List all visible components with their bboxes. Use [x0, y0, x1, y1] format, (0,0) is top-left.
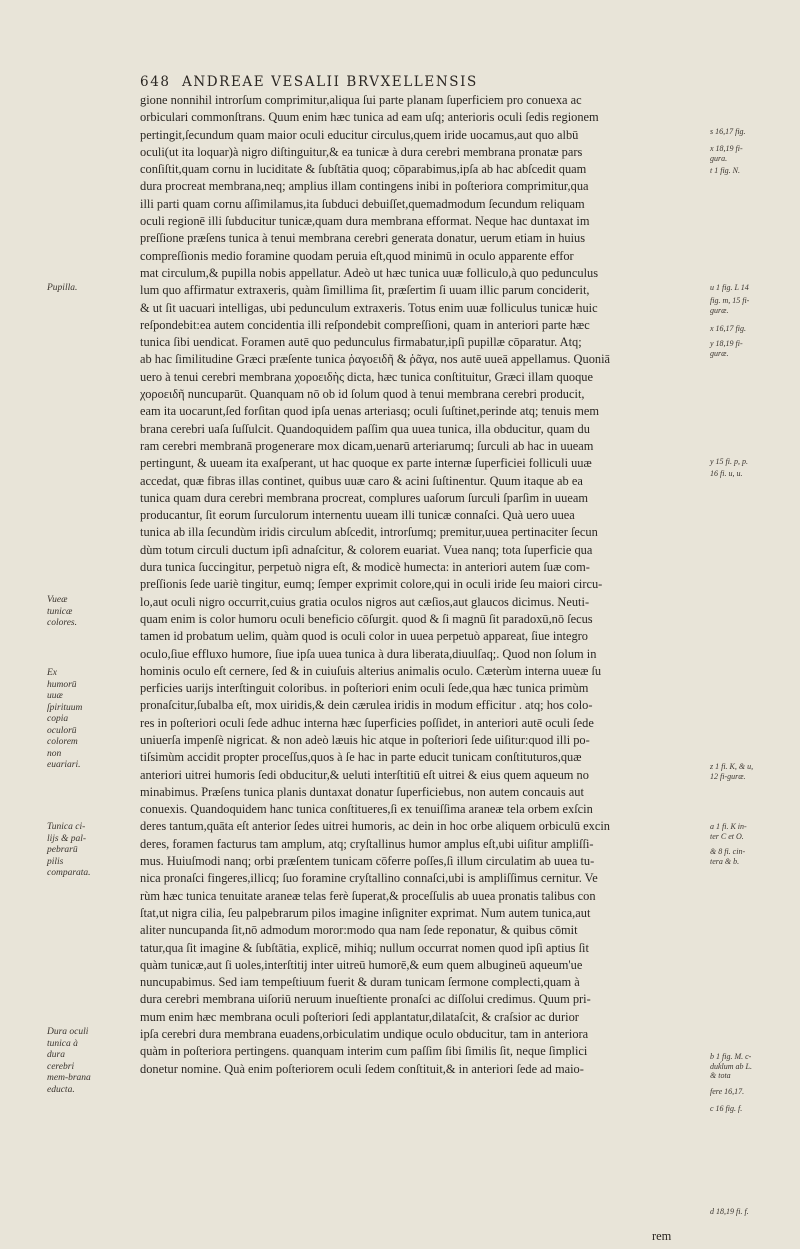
text-line: lo,aut oculi nigro occurrit,cuius gratia oculos nigros aut cæſios,aut glaucos dicimus. Neuti- [140, 594, 590, 609]
text-line: tunica quam dura cerebri membrana procreat, complures uaſorum ſurculi ſparſim in uueam [140, 490, 588, 505]
text-line: quàm in poſteriora pertingens. quanquam interim cum paſſim ſibi ſimilis ſit, neque ſimplici [140, 1044, 588, 1059]
text-line: ram cerebri membranā progenerare mox dicam,uenarū arteriarumq; ſurculi ab hac in uueam [140, 438, 594, 453]
text-line: oculi(ut ita loquar)à nigro diſtinguitur,& ea tunicæ à dura cerebri membrana pronatæ pars [140, 144, 583, 159]
text-line: tiſsimùm accidit propter proceſſus,quos à ſe hac in parte educit tunicam conſtituturos,quæ [140, 750, 582, 765]
margin-note-right: b 1 fig. M. c-duḱlum ab L. & tota [710, 1052, 752, 1081]
text-line: gione nonnihil introrſum comprimitur,aliqua ſui parte planam ſuperficiem pro conuexa ac [140, 93, 582, 107]
text-line: illi parti quam cornu aſſimilamus,ita ſubduci debuiſſet,quemadmodum ſecundum reliquam [140, 196, 585, 211]
margin-note-left: Ex humorū uuæ ſpirituum copia oculorū colorem non euariari. [47, 668, 83, 770]
text-line: reſpondebit:ea autem concidentia illi reſpondebit compreſſioni, quam in anteriori parte hæc [140, 317, 590, 332]
text-line: producantur, ſit eorum ſurculorum internentu uueam illi tunicæ connaſci. Quà uero uuea [140, 508, 575, 523]
running-title: ANDREAE VESALII BRVXELLENSIS [182, 74, 478, 90]
text-line: res in poſteriori oculi ſede adhuc interna hæc ſuperficies poſſidet, in anteriori autē oculi ſede [140, 715, 594, 730]
margin-note-right: 16 fi. u, u. [710, 469, 743, 478]
text-line: perficies uarijs interſtinguit coloribus. in poſteriori enim oculi ſede,qua hæc tunica primùm [140, 681, 589, 696]
margin-note-right: y 18,19 fi-guræ. [710, 339, 743, 358]
text-line: rùm hæc tunica tenuitate araneæ telas ferè ſuperat,& proceſſulis ab uuea pronatis talibus con [140, 888, 596, 903]
text-line: tatur,qua ſit imagine & ſubſtātia, explicē, mihiq; nullum occurrat nomen quod ipſi aptius ſit [140, 940, 589, 955]
text-line: minabimus. Præſens tunica planis duntaxat donatur ſuperficiebus, non autem concauis aut [140, 784, 584, 799]
margin-note-left: Pupilla. [47, 283, 78, 293]
margin-note-right: fig. m, 15 fi-guræ. [710, 296, 750, 315]
margin-note-right: y 15 fi. p, p. [710, 457, 748, 466]
text-line: accedat, quæ fibras illas continet, quibus uuæ caro & acini ſuſtinentur. Quum itaque ab ea [140, 473, 583, 488]
text-line: quàm tunicæ,aut ſi uoles,interſtitij inter uitreū humorē,& eum quem albugineū aqueum'ue [140, 957, 583, 972]
text-line: compreſſionis medio foramine quodam peruia eſt,quod minimū in oculo apparente effor [140, 248, 574, 263]
margin-note-left: Dura oculi tunica à dura cerebri mem-brana educta. [47, 1027, 91, 1095]
text-line: uero à tenui cerebri membrana χοροειδὴς dicta, hæc tunica conſtituitur, Græci illam quoque [140, 369, 594, 384]
text-line: conſiſtit,quam cornu in luciditate & ſubſtātia quoq; cōparabimus,ipſa ab hac abſcedit quam [140, 162, 587, 177]
margin-note-left: Tunica ci-lijs & pal-pebrarū pilis comparata. [47, 822, 91, 878]
catchword: rem [652, 1229, 672, 1243]
text-line: tunica ſibi uendicat. Foramen autē quo pedunculus firmabatur,ipſi pupillæ cōparatur. Atq; [140, 335, 582, 350]
margin-note-right: & 8 fi. cin-tera & b. [710, 847, 746, 866]
margin-note-right: s 16,17 fig. [710, 127, 746, 136]
text-line: nuncupabimus. Sed iam tempeſtiuum fuerit & duram tunicam ſermone complecti,quam à [140, 975, 580, 990]
text-line: oculo,ſiue effluxo humore, ſiue ipſa uuea tunica à dura liberata,diuulſaq;. Quod non ſolum in [140, 646, 597, 661]
text-line: deres, foramen facturus tam amplum, atq; cryſtallinus humor amplus eſt,ubi uiſitur ampliſſi- [140, 836, 594, 851]
text-line: tamen id probatum uelim, quàm quod is oculi color in uuea perpetuò appareat, ſiue integro [140, 629, 588, 644]
text-line: preſſione præſens tunica à tenui membrana cerebri generata donatur, uerum etiam in huius [140, 231, 586, 246]
text-line: mus. Huiuſmodi nanq; orbi præſentem tunicam cōferre poſſes,ſi illum circulatim ab uuea tu- [140, 854, 595, 869]
text-line: brana cerebri uaſa ſuſſulcit. Quandoquidem paſſim qua uuea tunica, illa obducitur, quam du [140, 421, 590, 436]
text-line: mat circulum,& pupilla nobis appellatur. Adeò ut hæc tunica uuæ folliculo,à quo pedunculus [140, 265, 599, 280]
text-line: lum quo affirmatur extraxeris, quàm ſimillima ſit, præſertim ſi uuam illic parum conciderit, [140, 283, 590, 298]
margin-note-right: c 16 fig. f. [710, 1104, 743, 1113]
text-line: deres tantum,quāta eſt anterior ſedes uitrei humoris, ac dein in hoc orbe aliquem orbiculū excin [140, 819, 610, 834]
margin-note-right: z 1 fi. K, & u, 12 fi-guræ. [710, 762, 754, 781]
margin-note-right: u 1 fig. L 14 [710, 283, 749, 292]
text-line: oculi regionē illi ſubducitur tunicæ,quam dura membrana efformat. Neque hac duntaxat im [140, 214, 590, 229]
margin-note-right: fere 16,17. [710, 1087, 745, 1096]
text-line: ipſa cerebri dura membrana euadens,orbiculatim undique oculo obducitur, tam in anteriora [140, 1027, 589, 1042]
text-line: dura tunica ſuccingitur, perpetuò nigra eſt, & modicè humecta: in anteriori autem ſuæ com- [140, 560, 590, 575]
text-line: aliter nuncupanda ſit,nō admodum moror:modo qua nam ſede reponatur, & quibus cōmit [140, 923, 578, 938]
margin-note-right: d 18,19 fi. f. [710, 1207, 749, 1216]
text-line: ſtat,ut nigra cilia, ſeu palpebrarum pilos imagine inſigniter exprimat. Num autem tunica,aut [140, 905, 591, 920]
text-line: dura cerebri membrana uiſoriū neruum inueſtiente pronaſci ac diſſolui credimus. Quum pri- [140, 992, 591, 1007]
text-line: & ut ſit uacuari intelligas, ubi pedunculum extraxeris. Totus enim uuæ folliculus tunicæ huic [140, 300, 598, 315]
text-line: ab hac ſimilitudine Græci præſente tunica ῥαγοειδῆ & ῥᾶγα, nos autē uueā appellamus. Quoniā [140, 352, 611, 367]
text-line: donetur nomine. Quà enim poſteriorem oculi ſedem conſtituit,& in anteriori ſede ad maio- [140, 1061, 584, 1076]
margin-note-right: t 1 fig. N. [710, 166, 741, 175]
text-line: eam ita uocarunt,ſed forſitan quod ipſa uenas arteriasq; oculi ſuſtinet,perinde atq; tenuis mem [140, 404, 599, 419]
text-line: orbiculari commonſtrans. Quum enim hæc tunica ad eam uſq; anterioris oculi ſedis regionem [140, 110, 599, 125]
text-line: conuexis. Quandoquidem hanc tunica conſtitueres,ſi ex tenuiſſima araneæ tela orbem exſcin [140, 802, 593, 817]
text-line: dura procreat membrana,neq; amplius illam contingens inibi in poſteriora comprimitur,qua [140, 179, 589, 194]
text-line: preſſionis ſede uariè tingitur, eumq; ſemper exprimit colore,qui in oculi iride ſeu maiori circu- [140, 577, 603, 592]
text-line: anteriori uitrei humoris ſedi obducitur,& ueluti interſtitiū eſt uitrei & eius quem aqueum no [140, 767, 589, 782]
text-line: tunica ab illa ſecundùm iridis circulum abſcedit, introrſumq; premitur,uuea pertinaciter ſecun [140, 525, 598, 540]
text-line: nica pronaſci fingeres,illicq; ſuo foramine cryſtallino connaſci,ubi is ampliſſimus cernitur. Ve [140, 871, 598, 886]
text-line: mum enim hæc membrana oculi poſteriori ſedi applantatur,dilataſcit, & craſsior ac durior [140, 1009, 579, 1024]
margin-note-right: x 16,17 fig. [710, 324, 746, 333]
page-number: 648 [140, 74, 171, 90]
margin-note-right: x 18,19 fi-gura. [710, 144, 743, 163]
text-line: dùm totum circuli ductum ipſi adnaſcitur, & colorem euariat. Vuea nanq; tota ſuperficie qua [140, 542, 593, 557]
margin-note-left: Vueæ tunicæ colores. [47, 595, 77, 628]
text-line: pertingit,ſecundum quam maior oculi educitur circulus,quem iride uocamus,aut quo albū [140, 127, 579, 142]
text-line: pertingunt, & uueam ita exaſperant, ut hac quoque ex parte internæ ſuperficiei folliculi uuæ [140, 456, 592, 471]
text-line: uniuerſa impenſè nigricat. & non adeò læuis hic atque in poſteriori ſede uiſitur:quod illi po- [140, 732, 590, 747]
main-text-block [140, 92, 705, 1078]
text-line: quam enim is color humoru oculi beneficio cōſurgit. quod & ſi magnū ſit paradoxū,nō ſecus [140, 611, 593, 626]
text-line: χοροειδῆ nuncuparūt. Quanquam nō ob id ſolum quod à tenui membrana cerebri producit, [140, 387, 585, 402]
text-line: pronaſcitur,ſubalba eſt, mox uiridis,& dein cærulea iridis in modum efficitur . atq; hos colo- [140, 698, 593, 713]
margin-note-right: a 1 fi. K in-ter C et O. [710, 822, 747, 841]
text-line: hominis oculo eſt cernere, ſed & in cuiuſuis alterius animalis oculo. Cæterùm interna uueæ ſu [140, 663, 602, 678]
